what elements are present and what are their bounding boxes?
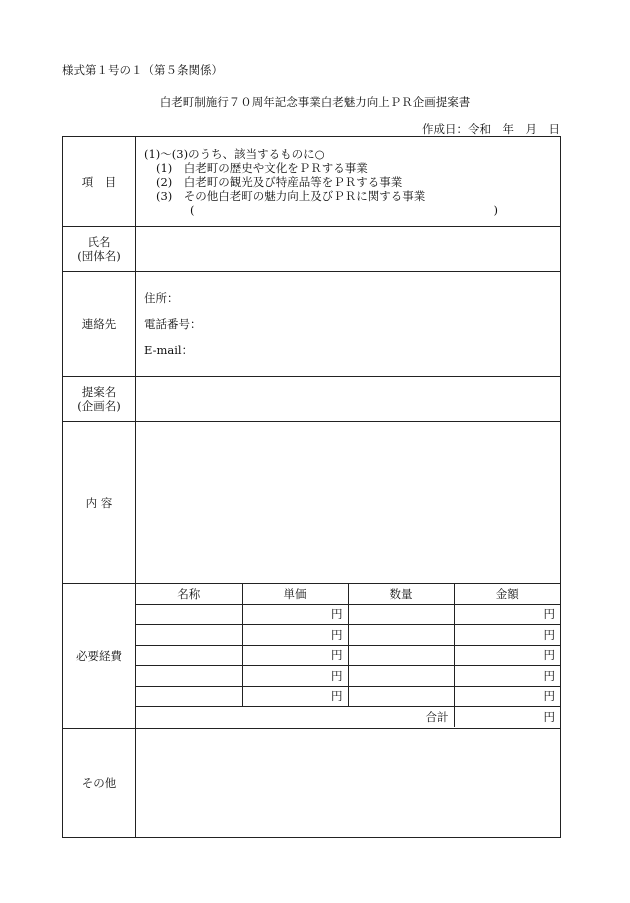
name-row xyxy=(63,227,561,272)
proposal-label: 提案名 (企画名) xyxy=(63,377,136,422)
item-other-input[interactable]: ( ) xyxy=(190,202,498,217)
cost-row xyxy=(136,625,560,646)
cost-amount-field[interactable]: 円 xyxy=(454,666,560,687)
costs-header-amount: 金額 xyxy=(454,584,560,604)
item-row xyxy=(63,137,561,227)
cost-name-field[interactable] xyxy=(136,666,242,687)
contact-label: 連絡先 xyxy=(63,272,136,377)
cost-unit-price-field[interactable]: 円 xyxy=(242,625,348,646)
document-title: 白老町制施行７０周年記念事業白老魅力向上ＰＲ企画提案書 xyxy=(159,95,471,109)
address-field[interactable]: 住所： xyxy=(144,291,179,305)
content-row xyxy=(63,422,561,584)
costs-table xyxy=(136,584,560,727)
cost-unit-price-field[interactable]: 円 xyxy=(242,604,348,625)
cost-row xyxy=(136,604,560,625)
name-field[interactable] xyxy=(136,227,561,272)
cost-row xyxy=(136,645,560,666)
cost-name-field[interactable] xyxy=(136,604,242,625)
cost-unit-price-field[interactable]: 円 xyxy=(242,686,348,707)
contact-row xyxy=(63,272,561,377)
item-option-1[interactable]: (1) 白老町の歴史や文化をＰＲする事業 xyxy=(156,160,368,175)
item-options xyxy=(136,137,561,227)
cost-name-field[interactable] xyxy=(136,625,242,646)
other-field[interactable] xyxy=(136,729,561,838)
cost-row xyxy=(136,666,560,687)
cost-quantity-field[interactable] xyxy=(348,666,454,687)
cost-quantity-field[interactable] xyxy=(348,625,454,646)
cost-quantity-field[interactable] xyxy=(348,686,454,707)
cost-quantity-field[interactable] xyxy=(348,645,454,666)
item-instruction: (1)～(3)のうち、該当するものに○ xyxy=(144,146,325,161)
item-option-2[interactable]: (2) 白老町の観光及び特産品等をＰＲする事業 xyxy=(156,174,403,189)
form-number: 様式第１号の１（第５条関係） xyxy=(62,63,223,77)
content-field[interactable] xyxy=(136,422,561,584)
costs-header-row xyxy=(136,584,560,604)
costs-label: 必要経費 xyxy=(63,584,136,729)
email-field[interactable]: E-mail： xyxy=(144,343,194,357)
costs-total-row xyxy=(136,707,560,727)
other-row xyxy=(63,729,561,838)
proposal-row xyxy=(63,377,561,422)
item-label: 項 目 xyxy=(63,137,136,227)
costs-header-quantity: 数量 xyxy=(348,584,454,604)
contact-fields xyxy=(136,272,561,377)
proposal-name-field[interactable] xyxy=(136,377,561,422)
creation-date: 作成日：令和 年 月 日 xyxy=(422,122,560,136)
item-option-3[interactable]: (3) その他白老町の魅力向上及びＰＲに関する事業 xyxy=(156,188,426,203)
costs-header-name: 名称 xyxy=(136,584,242,604)
cost-row xyxy=(136,686,560,707)
content-label: 内 容 xyxy=(63,422,136,584)
costs-cell xyxy=(136,584,561,729)
cost-name-field[interactable] xyxy=(136,686,242,707)
phone-field[interactable]: 電話番号： xyxy=(144,317,202,331)
costs-total-field[interactable]: 円 xyxy=(454,707,560,727)
cost-name-field[interactable] xyxy=(136,645,242,666)
name-label: 氏名 (団体名) xyxy=(63,227,136,272)
other-label: その他 xyxy=(63,729,136,838)
proposal-form xyxy=(62,136,561,838)
cost-amount-field[interactable]: 円 xyxy=(454,686,560,707)
cost-unit-price-field[interactable]: 円 xyxy=(242,666,348,687)
cost-amount-field[interactable]: 円 xyxy=(454,604,560,625)
cost-amount-field[interactable]: 円 xyxy=(454,645,560,666)
costs-total-label: 合計 xyxy=(136,707,454,727)
cost-unit-price-field[interactable]: 円 xyxy=(242,645,348,666)
costs-header-unit-price: 単価 xyxy=(242,584,348,604)
cost-amount-field[interactable]: 円 xyxy=(454,625,560,646)
costs-row xyxy=(63,584,561,729)
cost-quantity-field[interactable] xyxy=(348,604,454,625)
